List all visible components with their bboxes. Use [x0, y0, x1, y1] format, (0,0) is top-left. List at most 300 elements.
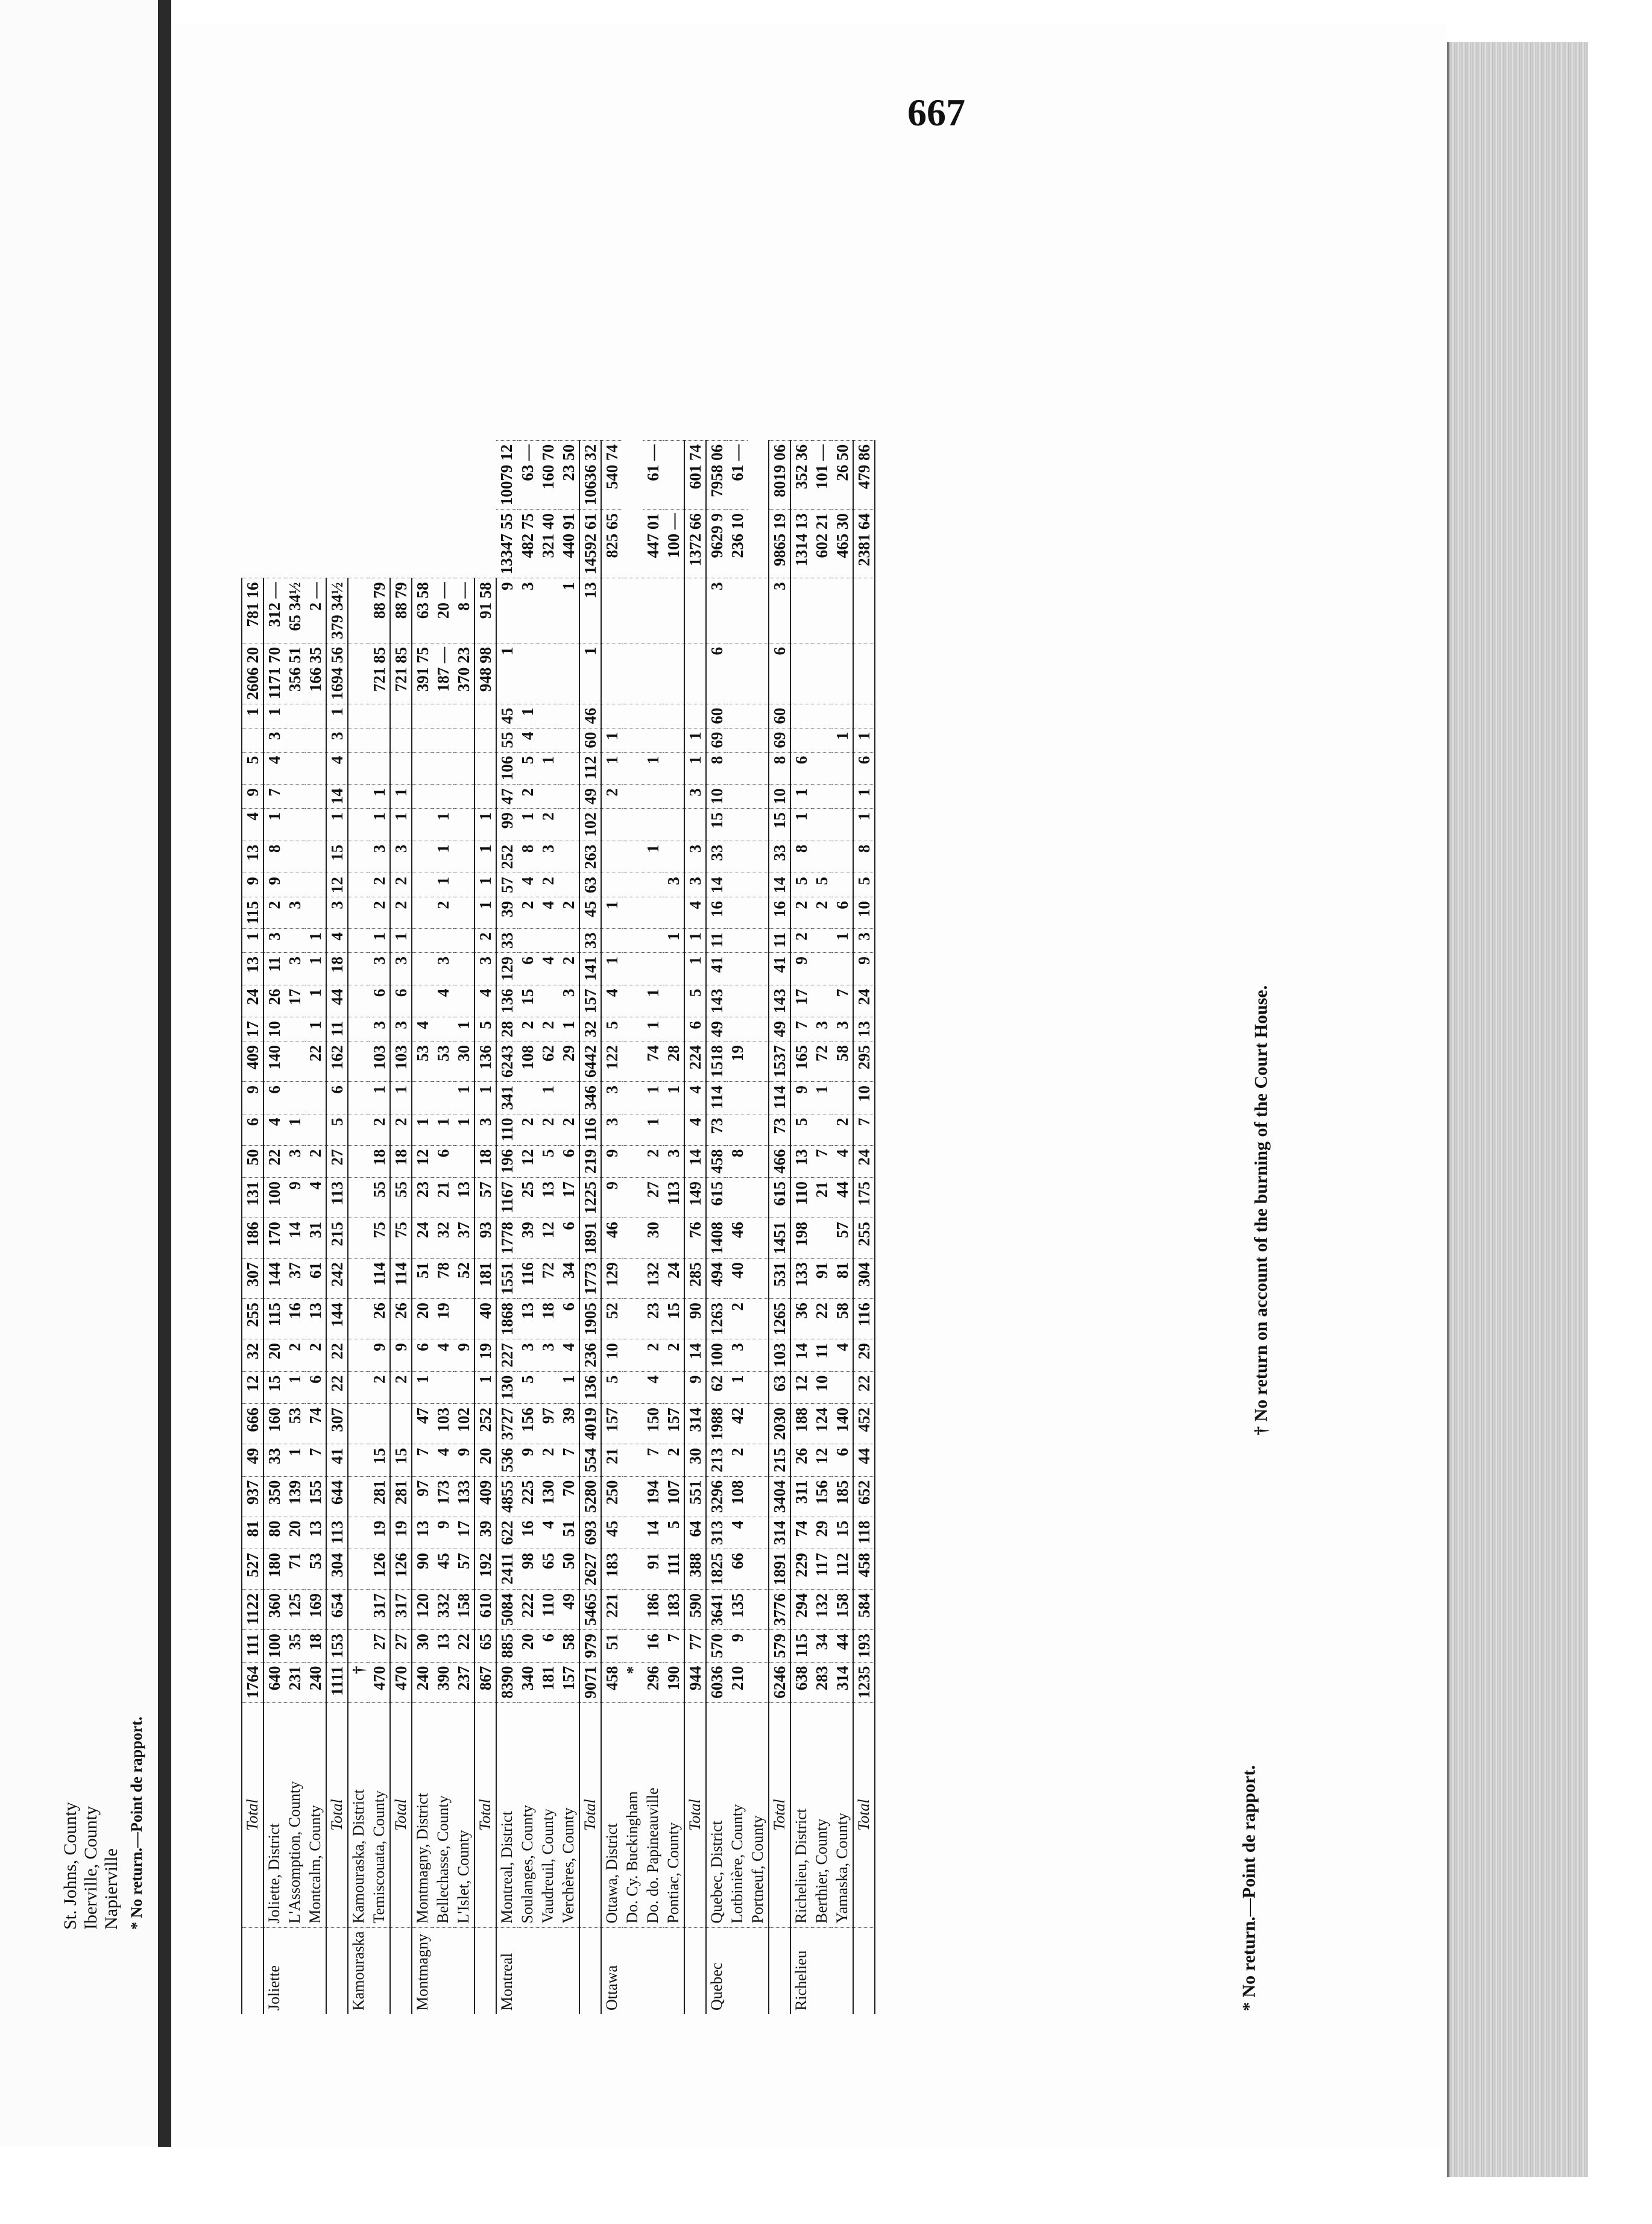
total-value: 22 [853, 1371, 875, 1404]
total-value: 8019 06 [769, 440, 790, 509]
division-label [474, 1927, 496, 2014]
total-value [684, 643, 706, 704]
cell-value: 8 [263, 841, 285, 873]
cell-value [453, 929, 474, 953]
total-value: 1 [474, 1371, 496, 1404]
cell-value: 13 [517, 1299, 538, 1339]
cell-value: 37 [453, 1218, 474, 1259]
cell-value: 210 [727, 1662, 748, 1702]
cell-value: 9 [601, 1178, 622, 1218]
total-value: 644 [326, 1476, 348, 1517]
cell-value: 2 [369, 873, 390, 897]
total-value: 118 [853, 1517, 875, 1549]
cell-value: 313 [706, 1517, 727, 1549]
total-value: 1111 [326, 1662, 348, 1702]
total-value: 49 [579, 785, 601, 809]
total-value: 24 [853, 1145, 875, 1178]
cell-value: 57 [453, 1549, 474, 1590]
cell-value: 13 [538, 1178, 558, 1218]
cell-value [622, 1339, 643, 1372]
cell-value: 20 [263, 1339, 285, 1372]
cell-value [517, 1082, 538, 1114]
total-value: 3 [390, 953, 412, 985]
total-value: 26 [390, 1299, 412, 1339]
cell-value: 2 [517, 785, 538, 809]
cell-value: 2 [727, 1299, 748, 1339]
cell-value: 139 [285, 1476, 305, 1517]
cell-value [558, 929, 579, 953]
total-value: 1 [242, 704, 263, 728]
total-value: 22 [326, 1339, 348, 1372]
cell-value: 187 — [433, 643, 453, 704]
total-value: 1773 [579, 1259, 601, 1299]
cell-value: 12 [790, 1371, 812, 1404]
cell-value: 1 [601, 752, 622, 785]
total-value: 1 [684, 752, 706, 785]
cell-value: 2 [663, 1339, 684, 1372]
cell-value: 1 [790, 809, 812, 841]
cell-value: 71 [285, 1549, 305, 1590]
cell-value [622, 1082, 643, 1114]
cell-value [622, 1590, 643, 1630]
cell-value: 12 [517, 1145, 538, 1178]
cell-value: 2 [369, 1371, 390, 1404]
cell-value: 7 [305, 1444, 326, 1477]
total-value [474, 728, 496, 752]
cell-value [748, 1517, 769, 1549]
total-value: 13 [579, 578, 601, 643]
cell-value: 7 [790, 1017, 812, 1041]
cell-value: 2 [538, 1114, 558, 1145]
cell-value [748, 1662, 769, 1702]
cell-value: 1 [369, 809, 390, 841]
cell-value [748, 1041, 769, 1082]
cell-value [538, 728, 558, 752]
district-row [348, 440, 369, 2014]
total-value: 6246 [769, 1662, 790, 1702]
total-value: 5 [326, 1114, 348, 1145]
cell-value: 6 [263, 1082, 285, 1114]
cell-value: 102 [453, 1404, 474, 1444]
cell-value: 1 [601, 953, 622, 985]
total-value: 5 [853, 873, 875, 897]
cell-value [305, 1082, 326, 1114]
total-value: 255 [242, 1299, 263, 1339]
cell-value: 536 [496, 1444, 517, 1477]
total-value: 17 [242, 1017, 263, 1041]
cell-value: 3296 [706, 1476, 727, 1517]
total-value: 307 [242, 1259, 263, 1299]
division-label [390, 1927, 412, 2014]
cell-value: 61 — [727, 440, 748, 509]
cell-value: 1 [643, 841, 663, 873]
cell-value: 39 [496, 897, 517, 929]
cell-value [832, 704, 853, 728]
cell-value [663, 953, 684, 985]
total-value: 4 [474, 985, 496, 1017]
total-value: 1 [326, 809, 348, 841]
cell-value: 2 [558, 897, 579, 929]
district-row [369, 440, 390, 2014]
cell-value [812, 704, 832, 728]
cell-value [748, 1299, 769, 1339]
cell-value [369, 752, 390, 785]
cell-value: 4 [558, 1339, 579, 1372]
cell-value [285, 809, 305, 841]
cell-value: 8 [706, 752, 727, 785]
total-value: 979 [579, 1630, 601, 1663]
total-row [326, 440, 348, 2014]
cell-value [832, 643, 853, 704]
cell-value [369, 704, 390, 728]
cell-value [643, 643, 663, 704]
total-value: 242 [326, 1259, 348, 1299]
cell-value [622, 1145, 643, 1178]
division-label [305, 1927, 326, 2014]
cell-value: 4 [517, 873, 538, 897]
cell-value: 3 [558, 985, 579, 1017]
cell-value: 4 [643, 1371, 663, 1404]
cell-value [412, 785, 433, 809]
cell-value [748, 1017, 769, 1041]
total-value: 22 [326, 1371, 348, 1404]
total-value: 10636 32 [579, 440, 601, 509]
cell-value [558, 752, 579, 785]
total-value: 1 [390, 785, 412, 809]
cell-value [832, 809, 853, 841]
total-value [853, 578, 875, 643]
cell-value [622, 1549, 643, 1590]
total-value: 1 [684, 728, 706, 752]
cell-value [832, 1371, 853, 1404]
cell-value: 236 10 [727, 510, 748, 578]
total-value: 91 58 [474, 578, 496, 643]
cell-value: 2 [285, 1339, 305, 1372]
cell-value: 183 [601, 1549, 622, 1590]
cell-value: 9 [601, 1145, 622, 1178]
total-value: 948 98 [474, 643, 496, 704]
cell-value: 1263 [706, 1299, 727, 1339]
cell-value: 9 [263, 873, 285, 897]
cell-value [305, 897, 326, 929]
cell-value: 5 [601, 1371, 622, 1404]
total-value: 3 [684, 873, 706, 897]
cell-value [748, 752, 769, 785]
cell-value [433, 929, 453, 953]
cell-value: 30 [412, 1630, 433, 1663]
cell-value [748, 841, 769, 873]
cell-value: 169 [305, 1590, 326, 1630]
total-value: 13 [853, 1017, 875, 1041]
cell-value: 20 [412, 1299, 433, 1339]
total-value: 11 [326, 1017, 348, 1041]
total-value: 1905 [579, 1299, 601, 1339]
cell-value [558, 728, 579, 752]
cell-value [285, 752, 305, 785]
cell-value [748, 1178, 769, 1218]
total-value [474, 785, 496, 809]
total-value: 4 [326, 929, 348, 953]
cell-value: 3 [285, 953, 305, 985]
cell-value: 5 [601, 1017, 622, 1041]
cell-value [622, 704, 643, 728]
cell-value: 100 [263, 1178, 285, 1218]
total-value: 4 [242, 809, 263, 841]
total-value: 2627 [579, 1549, 601, 1590]
cell-value [433, 785, 453, 809]
total-value: 5465 [579, 1590, 601, 1630]
cell-value: 143 [706, 985, 727, 1017]
cell-value: 615 [706, 1178, 727, 1218]
cell-value: 23 50 [558, 440, 579, 509]
total-value: 6 [853, 752, 875, 785]
total-value: 281 [390, 1476, 412, 1517]
total-value: 144 [326, 1299, 348, 1339]
cell-value: 47 [412, 1404, 433, 1444]
cell-value: 1 [727, 1371, 748, 1404]
cell-value: 198 [790, 1218, 812, 1259]
cell-value: 42 [727, 1404, 748, 1444]
total-value: 304 [326, 1549, 348, 1590]
cell-value [622, 643, 643, 704]
cell-value: 12 [538, 1218, 558, 1259]
cell-value: 132 [812, 1590, 832, 1630]
total-value: 551 [684, 1476, 706, 1517]
total-label: Total [242, 1702, 263, 1927]
cell-value [663, 1218, 684, 1259]
cell-value: 4 [433, 985, 453, 1017]
total-value: 18 [326, 953, 348, 985]
left-page-footnote: * No return.—Point de rapport. [128, 1716, 145, 1930]
cell-value: 135 [727, 1590, 748, 1630]
cell-value: 166 35 [305, 643, 326, 704]
cell-value [453, 809, 474, 841]
total-value: 49 [769, 1017, 790, 1041]
cell-value [812, 953, 832, 985]
district-row [622, 440, 643, 2014]
cell-value: 126 [369, 1549, 390, 1590]
cell-value: 447 01 [643, 510, 663, 578]
cell-value: 4 [433, 1444, 453, 1477]
cell-value: 3 [538, 1339, 558, 1372]
total-value: 2 [390, 1114, 412, 1145]
total-value: 49 [242, 1444, 263, 1477]
total-value: 24 [242, 985, 263, 1017]
row-name: Montcalm, County [305, 1702, 326, 1927]
cell-value: 1551 [496, 1259, 517, 1299]
cell-value [348, 1114, 369, 1145]
cell-value: 13 [790, 1145, 812, 1178]
cell-value: 13 [305, 1517, 326, 1549]
cell-value: 221 [601, 1590, 622, 1630]
cell-value [433, 752, 453, 785]
total-value: 285 [684, 1259, 706, 1299]
cell-value [643, 704, 663, 728]
cell-value [748, 1549, 769, 1590]
cell-value: 10079 12 [496, 440, 517, 509]
total-value: 76 [684, 1218, 706, 1259]
cell-value [433, 1371, 453, 1404]
cell-value: 53 [412, 1041, 433, 1082]
total-row [769, 440, 790, 2014]
cell-value [305, 752, 326, 785]
cell-value: 8 [790, 841, 812, 873]
total-value: 10 [769, 785, 790, 809]
cell-value: 31 [305, 1218, 326, 1259]
cell-value [348, 1299, 369, 1339]
cell-value: 90 [412, 1549, 433, 1590]
book-edge [1447, 42, 1588, 2177]
cell-value: 44 [832, 1630, 853, 1663]
cell-value: 24 [412, 1218, 433, 1259]
cell-value [622, 578, 643, 643]
cell-value: 133 [453, 1476, 474, 1517]
cell-value [305, 785, 326, 809]
cell-value [285, 1017, 305, 1041]
cell-value: 73 [706, 1114, 727, 1145]
cell-value [453, 985, 474, 1017]
cell-value: 51 [558, 1517, 579, 1549]
cell-value: 26 [369, 1299, 390, 1339]
cell-value: 47 [496, 785, 517, 809]
total-value: 63 [579, 873, 601, 897]
total-value: 93 [474, 1218, 496, 1259]
cell-value [663, 1017, 684, 1041]
total-value: 615 [769, 1178, 790, 1218]
cell-value: 27 [369, 1630, 390, 1663]
cell-value [727, 985, 748, 1017]
row-name: Quebec, District [706, 1702, 727, 1927]
cell-value: 106 [496, 752, 517, 785]
cell-value: 1 [263, 809, 285, 841]
cell-value [812, 809, 832, 841]
cell-value [558, 1082, 579, 1114]
total-value [242, 728, 263, 752]
cell-value: 17 [453, 1517, 474, 1549]
cell-value [727, 809, 748, 841]
cell-value [622, 1178, 643, 1218]
cell-value: 2 [832, 1114, 853, 1145]
total-value: 13 [242, 841, 263, 873]
cell-value: 222 [517, 1590, 538, 1630]
cell-value: 3 [285, 897, 305, 929]
cell-value [348, 1476, 369, 1517]
footnote-court-house: † No return on account of the burning of the Court House. [1251, 985, 1271, 1435]
cell-value: 13 [412, 1517, 433, 1549]
cell-value: 312 — [263, 578, 285, 643]
cell-value: 465 30 [832, 510, 853, 578]
cell-value [601, 809, 622, 841]
cell-value: 114 [369, 1259, 390, 1299]
cell-value: 63 — [517, 440, 538, 509]
cell-value [348, 1259, 369, 1299]
cell-value: 1868 [496, 1299, 517, 1339]
cell-value [453, 841, 474, 873]
cell-value [643, 578, 663, 643]
cell-value: 370 23 [453, 643, 474, 704]
cell-value [812, 785, 832, 809]
cell-value: 33 [496, 929, 517, 953]
cell-value: 188 [790, 1404, 812, 1444]
cell-value [558, 809, 579, 841]
total-label: Total [390, 1702, 412, 1927]
cell-value: 74 [305, 1404, 326, 1444]
cell-value: 16 [643, 1630, 663, 1663]
total-value: 1 [326, 704, 348, 728]
cell-value [832, 953, 853, 985]
cell-value: 2 [517, 1114, 538, 1145]
cell-value: 21 [601, 1444, 622, 1477]
total-value: 143 [769, 985, 790, 1017]
total-value: 1 [390, 929, 412, 953]
cell-value [538, 643, 558, 704]
total-value: 219 [579, 1145, 601, 1178]
total-label: Total [853, 1702, 875, 1927]
cell-value: 7 [558, 1444, 579, 1477]
cell-value: 1 [517, 704, 538, 728]
cell-value [601, 841, 622, 873]
cell-value: 2411 [496, 1549, 517, 1590]
division-label [812, 1927, 832, 2014]
cell-value [622, 752, 643, 785]
cell-value [748, 704, 769, 728]
total-value: 1225 [579, 1178, 601, 1218]
total-value: 63 [769, 1371, 790, 1404]
total-value: 9 [684, 1371, 706, 1404]
cell-value: 3 [601, 1114, 622, 1145]
cell-value: 157 [558, 1662, 579, 1702]
cell-value [790, 728, 812, 752]
cell-value [517, 929, 538, 953]
cell-value [643, 728, 663, 752]
cell-value [622, 1114, 643, 1145]
cell-value: 3 [263, 728, 285, 752]
cell-value: 2 [790, 897, 812, 929]
cell-value: 3 [369, 1017, 390, 1041]
district-row [517, 440, 538, 2014]
total-value: 236 [579, 1339, 601, 1372]
district-row [412, 440, 433, 2014]
total-value: 41 [326, 1444, 348, 1477]
district-row [663, 440, 684, 2014]
total-value: 2 [474, 929, 496, 953]
total-value: 652 [853, 1476, 875, 1517]
total-value: 44 [853, 1444, 875, 1477]
total-row [684, 440, 706, 2014]
total-value: 2381 64 [853, 510, 875, 578]
cell-value: 35 [285, 1630, 305, 1663]
cell-value [412, 929, 433, 953]
district-row [285, 440, 305, 2014]
cell-value: 9 [496, 578, 517, 643]
total-row [474, 440, 496, 2014]
row-name: Montmagny, District [412, 1702, 433, 1927]
cell-value [748, 643, 769, 704]
cell-value: 10 [263, 1017, 285, 1041]
total-value: 20 [474, 1444, 496, 1477]
cell-value [727, 873, 748, 897]
cell-value: 7 [812, 1145, 832, 1178]
cell-value [412, 985, 433, 1017]
cell-value: 30 [453, 1041, 474, 1082]
total-value: 3 [769, 578, 790, 643]
cell-value: 19 [369, 1517, 390, 1549]
cell-value [832, 873, 853, 897]
total-value: 3 [390, 1017, 412, 1041]
cell-value: 2 [305, 1339, 326, 1372]
cell-value [622, 1630, 643, 1663]
cell-value: 58 [832, 1299, 853, 1339]
